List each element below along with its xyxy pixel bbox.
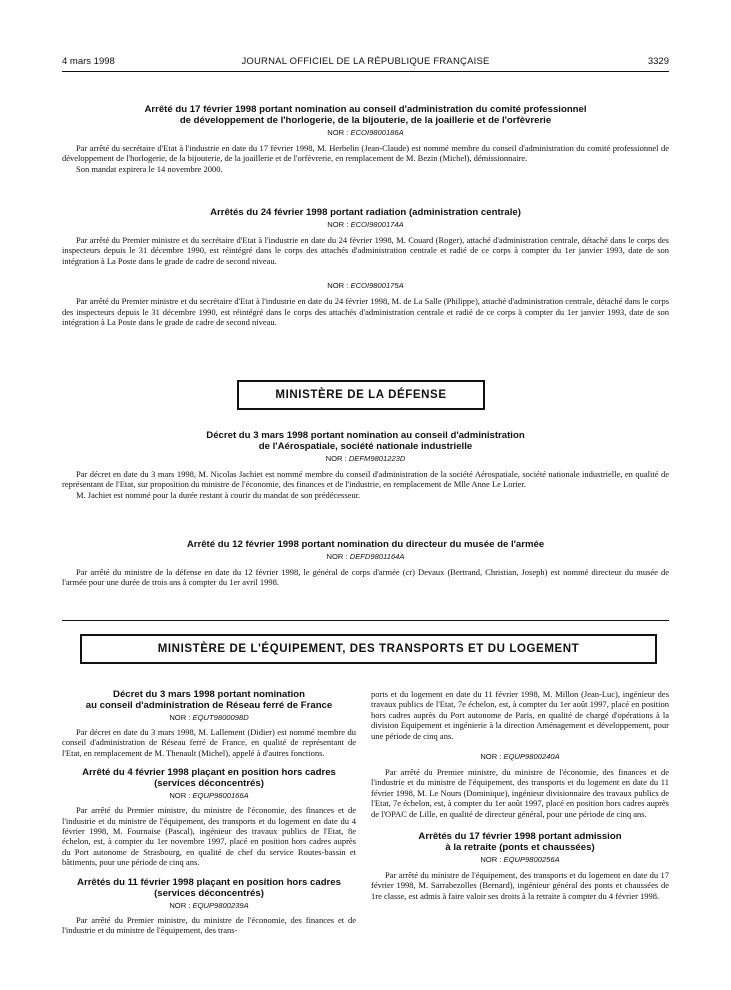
decret-rff-title-line2: au conseil d'administration de Réseau ferré de France	[85, 700, 333, 711]
nor-code: DEFM9801223D	[348, 454, 406, 463]
arretes-retraite-paragraph: Par arrêté du ministre de l'équipement, des transports et du logement en date du 17 février 1998, M. Sarrabezolles (Bernard), ingénieur général des ponts et chaussées de 1re classe, est admis à faire valoir ses droits à la retraite à compter du 4 février 1998.	[371, 870, 669, 901]
arretes-radiation-nor-2	[62, 280, 669, 291]
nor-code: EQUP9800166A	[192, 791, 249, 801]
arretes-radiation-paragraph-2: Par arrêté du Premier ministre et du secrétaire d'Etat à l'industrie en date du 24 février 1998, M. de La Salle (Philippe), attaché d'administration centrale, détaché dans le corps des inspecteurs depuis le 31 décembre 1990, est réintégré dans le corps des attachés d'administration centrale et radié de ce corps à compter du 1er janvier 1993, date de son intégration à La Poste dans le grade de cadre de second niveau.	[62, 296, 669, 328]
arrete-horlogerie-title-line1: Arrêté du 17 février 1998 portant nomination au conseil d'administration du comité professionnel	[144, 104, 587, 115]
arretes-retraite-title-line2: à la retraite (ponts et chaussées)	[445, 842, 595, 854]
header-date: 4 mars 1998	[62, 56, 115, 67]
nor-label: NOR :	[325, 454, 349, 463]
nor-code: ECOI9800186A	[350, 128, 404, 137]
arrete-fournaise-nor	[62, 790, 356, 801]
nor-label: NOR :	[480, 855, 504, 865]
nor-label: NOR :	[327, 128, 351, 137]
header-rule	[62, 71, 669, 72]
arretes-radiation-title: Arrêtés du 24 février 1998 portant radiation (administration centrale)	[210, 207, 521, 218]
arretes-hors-cadres-nor	[62, 900, 356, 911]
arrete-horlogerie-paragraph: Par arrêté du secrétaire d'Etat à l'industrie en date du 17 février 1998, M. Herbelin (Jean-Claude) est nommé membre du conseil d'administration du comité professionnel de développement de l'horlogerie, de la bijouterie, de la joaillerie et de l'orfèvrerie, en remplacement de M. Bezin (Michel), démissionnaire.	[62, 143, 669, 164]
ministry-defense-label: MINISTÈRE DE LA DÉFENSE	[275, 389, 447, 401]
arretes-retraite-title-line1: Arrêtés du 17 février 1998 portant admission	[418, 831, 622, 843]
nor-label: NOR :	[169, 791, 193, 801]
decret-aerospatiale-nor	[62, 453, 669, 464]
arretes-retraite-nor	[371, 854, 669, 865]
nor-code: EQUP9800239A	[192, 900, 249, 910]
section-separator	[62, 620, 669, 621]
arretes-radiation-nor-1	[62, 219, 669, 230]
right-column	[371, 689, 669, 901]
nor-code: DEFD9801164A	[349, 552, 405, 561]
arrete-fournaise-paragraph: Par arrêté du Premier ministre, du ministre de l'économie, des finances et de l'industrie et du ministre de l'équipement, des transports et du logement en date du 4 février 1998, M. Fournaise (Pascal), ingénieur des travaux publics de l'Etat, 8e échelon, est, à compter du 1er novembre 1997, placé en position hors cadres auprès du Port autonome de Strasbourg, en qualité de chef du service Routes-bassin et bâtiments, pour une période de cinq ans.	[62, 805, 356, 868]
nor-label: NOR :	[327, 281, 351, 291]
nor-label: NOR :	[169, 713, 193, 722]
nor-label: NOR :	[326, 552, 350, 561]
arrete-horlogerie	[62, 104, 669, 174]
arretes-radiation-paragraph-1: Par arrêté du Premier ministre et du secrétaire d'Etat à l'industrie en date du 24 février 1998, M. Couard (Roger), attaché d'administration centrale, détaché dans le corps des inspecteurs depuis le 31 décembre 1990, est réintégré dans le corps des attachés d'administration centrale et radié de ce corps à compter du 1er janvier 1993, date de son intégration à La Poste dans le grade de cadre de second niveau.	[62, 235, 669, 266]
ministry-defense-heading	[237, 380, 485, 410]
decret-aerospatiale-paragraph: Par décret en date du 3 mars 1998, M. Nicolas Jachiet est nommé membre du conseil d'administration de la société Aérospatiale, société nationale industrielle, en qualité de représentant de l'Etat, sur proposition du ministre de l'économie, des finances et de l'industrie, en remplacement de Mlle Anne Le Lorier.	[62, 469, 669, 490]
arrete-millon-paragraph: ports et du logement en date du 11 février 1998, M. Millon (Jean-Luc), ingénieur des travaux publics de l'Etat, 7e échelon, est, à compter du 1er août 1997, placé en position hors cadres auprès du Port autonome de Paris, en qualité de chargé d'opérations à la division Equipement et ingénierie à la direction Aménagement et développement, pour une période de cinq ans.	[371, 689, 669, 741]
header-page-number: 3329	[647, 56, 669, 67]
nor-code: ECOI9800174A	[350, 220, 404, 229]
nor-label: NOR :	[480, 752, 504, 762]
ministry-equipement-heading	[80, 634, 657, 664]
page-header	[62, 56, 669, 70]
arrete-fournaise-title-line2: (services déconcentrés)	[154, 778, 264, 790]
arretes-radiation	[62, 207, 669, 327]
decret-aerospatiale-title-line2: de l'Aérospatiale, société nationale industrielle	[258, 441, 473, 452]
arrete-horlogerie-nor	[62, 127, 669, 138]
arretes-hors-cadres-paragraph: Par arrêté du Premier ministre, du ministre de l'économie, des finances et de l'industrie et du ministre de l'équipement, des trans-	[62, 914, 356, 936]
arretes-hors-cadres-title-line1: Arrêtés du 11 février 1998 plaçant en position hors cadres	[77, 876, 341, 888]
nor-label: NOR :	[327, 220, 351, 229]
arrete-horlogerie-title-line2: de développement de l'horlogerie, de la bijouterie, de la joaillerie et de l'orfèvrerie	[179, 115, 552, 126]
decret-rff-paragraph: Par décret en date du 3 mars 1998, M. Lallement (Didier) est nommé membre du conseil d'administration de Réseau ferré de France, en qualité de représentant de l'Etat, en remplacement de M. Thenault (Michel), appelé à d'autres fonctions.	[62, 727, 356, 758]
ministry-equipement-label: MINISTÈRE DE L'ÉQUIPEMENT, DES TRANSPORTS ET DU LOGEMENT	[157, 643, 580, 655]
nor-code: EQUP9800240A	[503, 752, 560, 762]
nor-code: EQUT9800098D	[192, 713, 249, 722]
arrete-musee-armee-nor	[62, 551, 669, 562]
arrete-horlogerie-mandate: Son mandat expirera le 14 novembre 2000.	[76, 163, 223, 174]
arrete-le-nours-paragraph: Par arrêté du Premier ministre, du ministre de l'économie, des finances et de l'industrie et du ministre de l'équipement, des transports et du logement en date du 11 février 1998, M. Le Nours (Dominique), ingénieur divisionnaire des travaux publics de l'Etat, 7e échelon, est, à compter du 1er août 1997, placé en position hors cadres auprès de l'OPAC de Lille, en qualité de directeur général, pour une période de cinq ans.	[371, 767, 669, 819]
arrete-fournaise-title-line1: Arrêté du 4 février 1998 plaçant en position hors cadres	[82, 767, 336, 779]
decret-aerospatiale-title-line1: Décret du 3 mars 1998 portant nomination au conseil d'administration	[206, 430, 525, 441]
decret-rff-nor	[62, 712, 356, 723]
arrete-musee-armee-title: Arrêté du 12 février 1998 portant nomination du directeur du musée de l'armée	[186, 539, 545, 550]
nor-code: ECOI9800175A	[350, 281, 404, 291]
nor-label: NOR :	[169, 900, 193, 910]
nor-code: EQUP9800256A	[503, 855, 560, 865]
decret-aerospatiale-mandate: M. Jachiet est nommé pour la durée restant à courir du mandat de son prédécesseur.	[76, 489, 361, 500]
header-journal-title: JOURNAL OFFICIEL DE LA RÉPUBLIQUE FRANÇAISE	[241, 56, 490, 67]
arrete-le-nours-nor	[371, 751, 669, 762]
decret-aerospatiale	[62, 430, 669, 500]
decret-rff-title-line1: Décret du 3 mars 1998 portant nomination	[113, 689, 305, 700]
arrete-musee-armee-paragraph: Par arrêté du ministre de la défense en date du 12 février 1998, le général de corps d'armée (cr) Devaux (Bertrand, Christian, Joseph) est nommé directeur du musée de l'armée pour une durée de trois ans à compter du 1er avril 1998.	[62, 567, 669, 588]
left-column	[62, 689, 356, 935]
arrete-musee-armee	[62, 539, 669, 588]
arretes-hors-cadres-title-line2: (services déconcentrés)	[154, 887, 264, 899]
